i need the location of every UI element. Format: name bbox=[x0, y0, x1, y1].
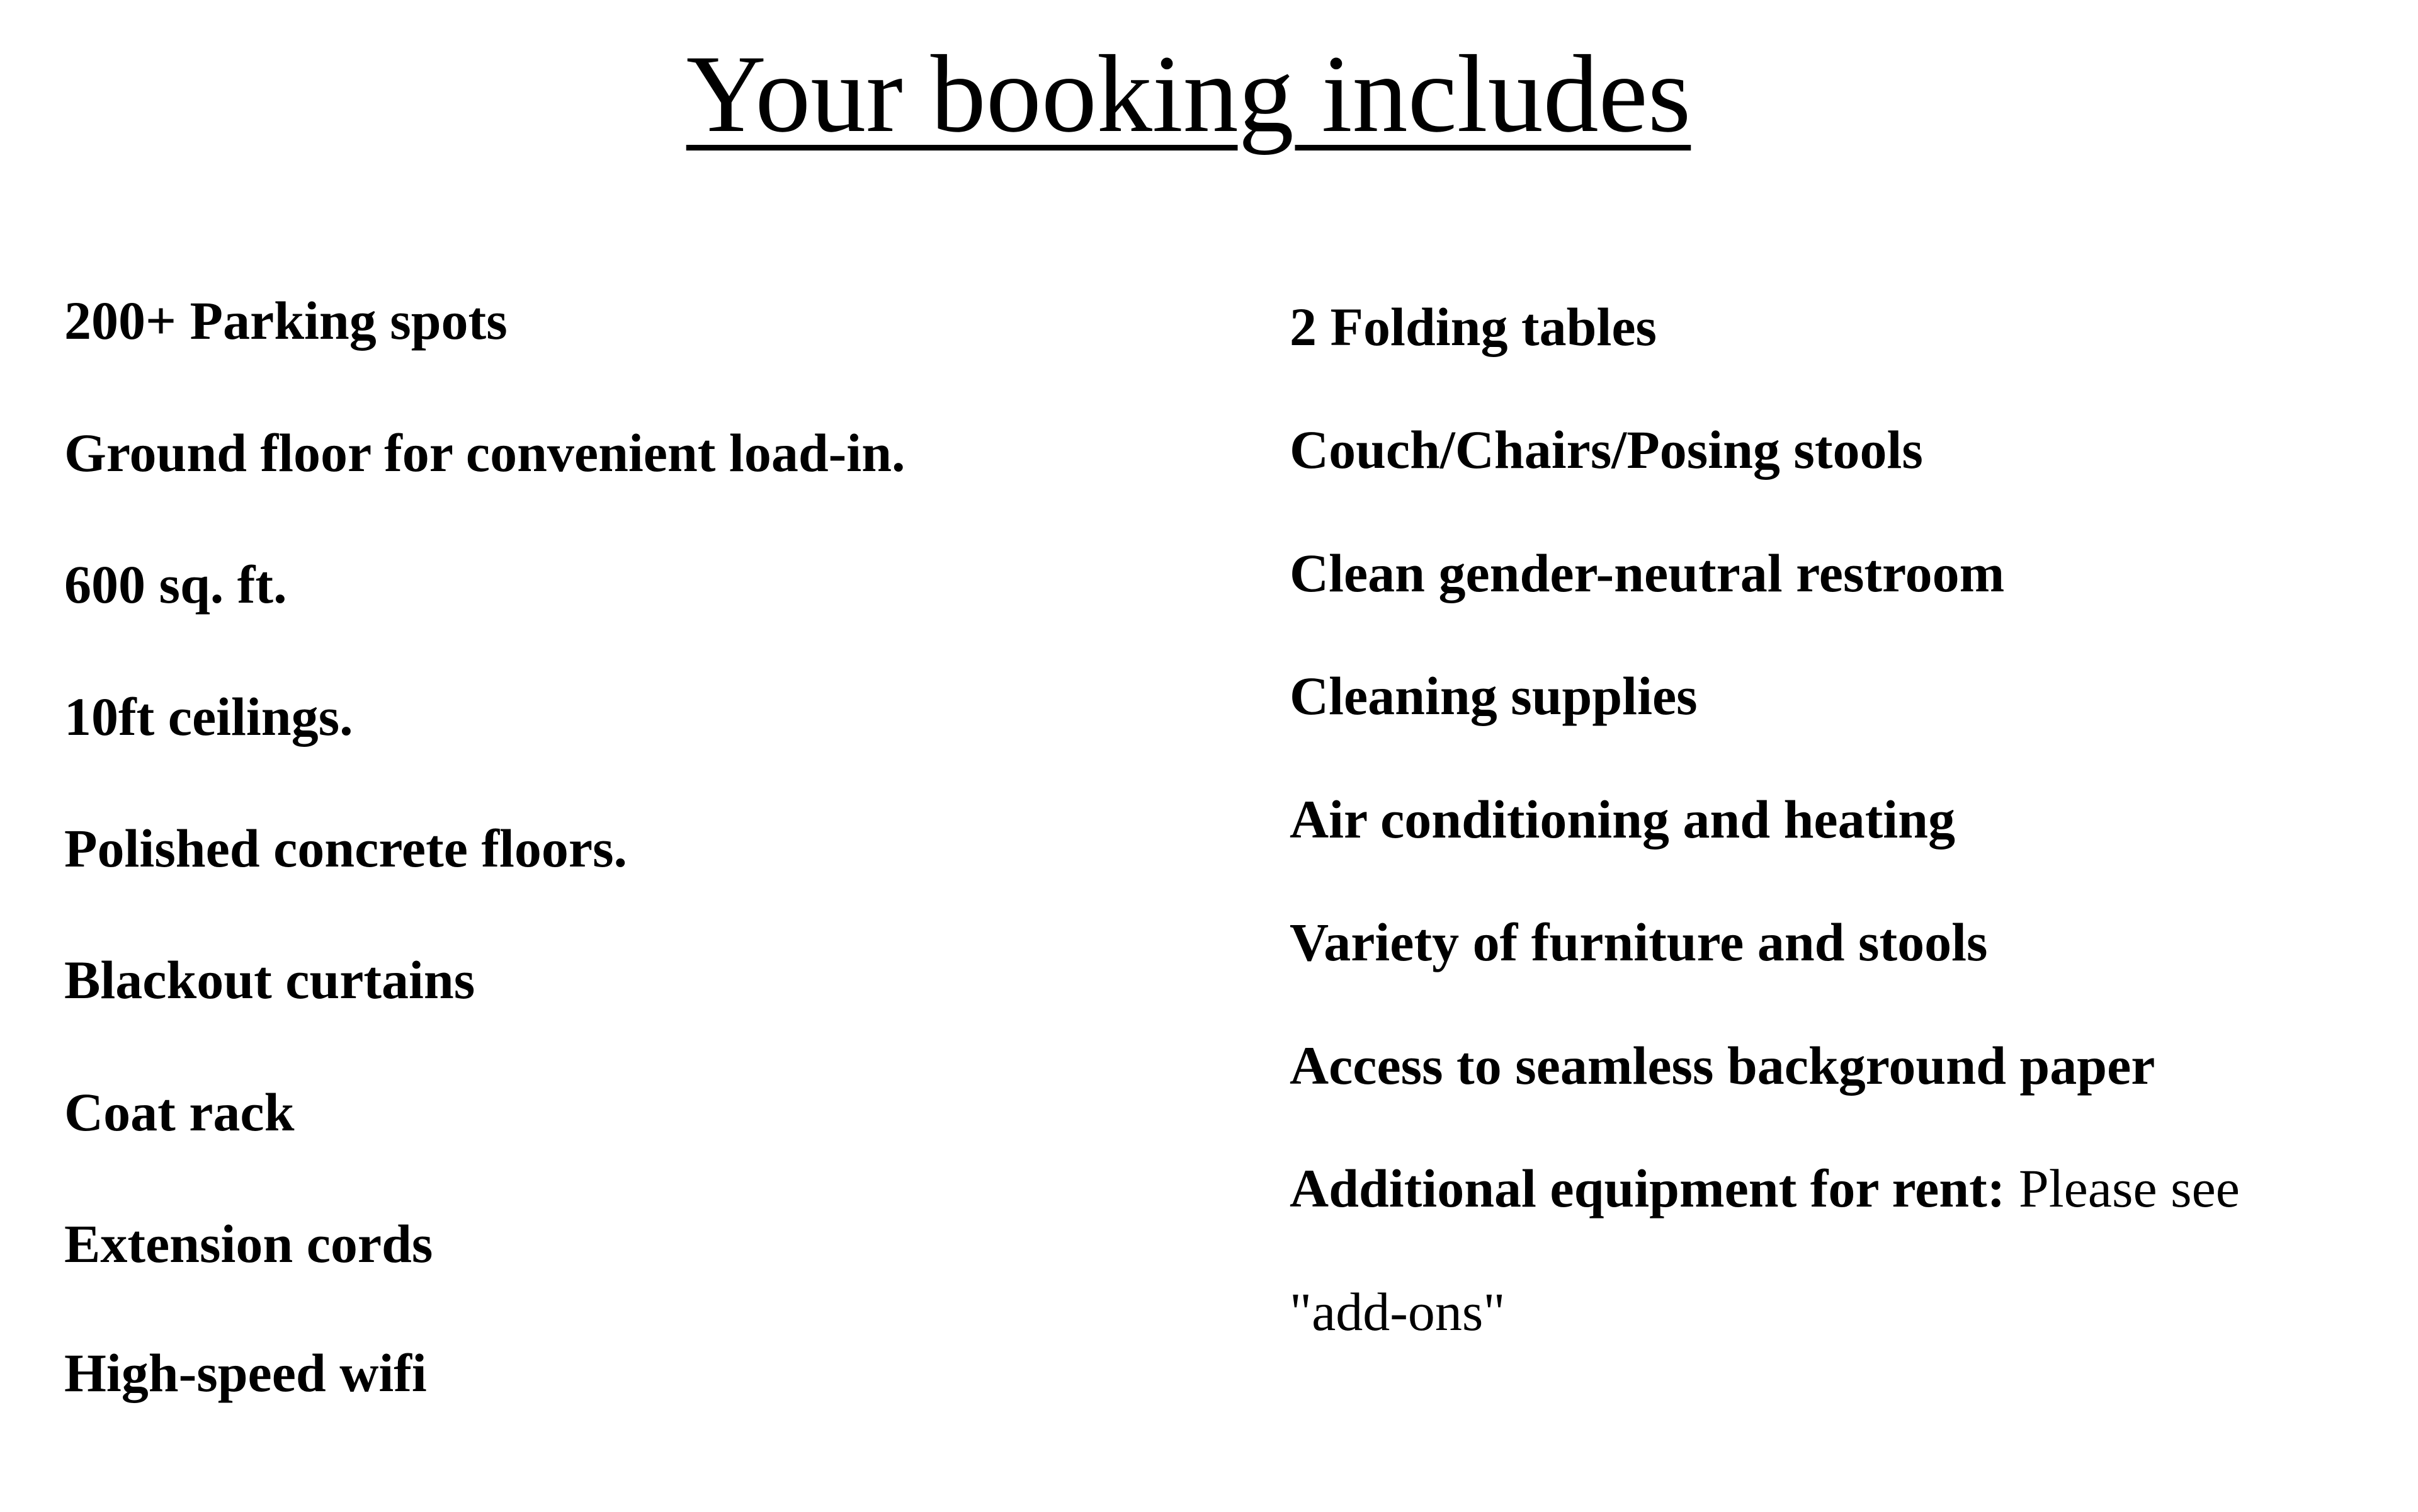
list-item: Air conditioning and heating bbox=[1290, 789, 1955, 850]
list-item: Variety of furniture and stools bbox=[1290, 912, 1988, 972]
list-item: Ground floor for convenient load-in. bbox=[64, 423, 905, 483]
list-item: Couch/Chairs/Posing stools bbox=[1290, 419, 1923, 480]
list-item: 200+ Parking spots bbox=[64, 290, 508, 351]
additional-equipment-text-cont: "add-ons" bbox=[1290, 1282, 1506, 1342]
additional-equipment-text: Please see bbox=[2018, 1158, 2240, 1219]
list-item: 2 Folding tables bbox=[1290, 297, 1657, 357]
page-title bbox=[0, 33, 2377, 156]
page-title-text: Your booking includes bbox=[686, 33, 1691, 156]
list-item: 600 sq. ft. bbox=[64, 554, 287, 615]
list-item: Access to seamless background paper bbox=[1290, 1035, 2155, 1096]
additional-equipment bbox=[1290, 1158, 2240, 1219]
additional-equipment-label: Additional equipment for rent: bbox=[1290, 1158, 2006, 1219]
list-item: 10ft ceilings. bbox=[64, 686, 353, 747]
list-item: Clean gender-neutral restroom bbox=[1290, 543, 2005, 603]
list-item: Cleaning supplies bbox=[1290, 666, 1698, 726]
list-item: Polished concrete floors. bbox=[64, 818, 628, 878]
list-item: Blackout curtains bbox=[64, 950, 475, 1010]
list-item: Coat rack bbox=[64, 1082, 295, 1142]
list-item: Extension cords bbox=[64, 1214, 433, 1274]
list-item: High-speed wifi bbox=[64, 1343, 427, 1403]
